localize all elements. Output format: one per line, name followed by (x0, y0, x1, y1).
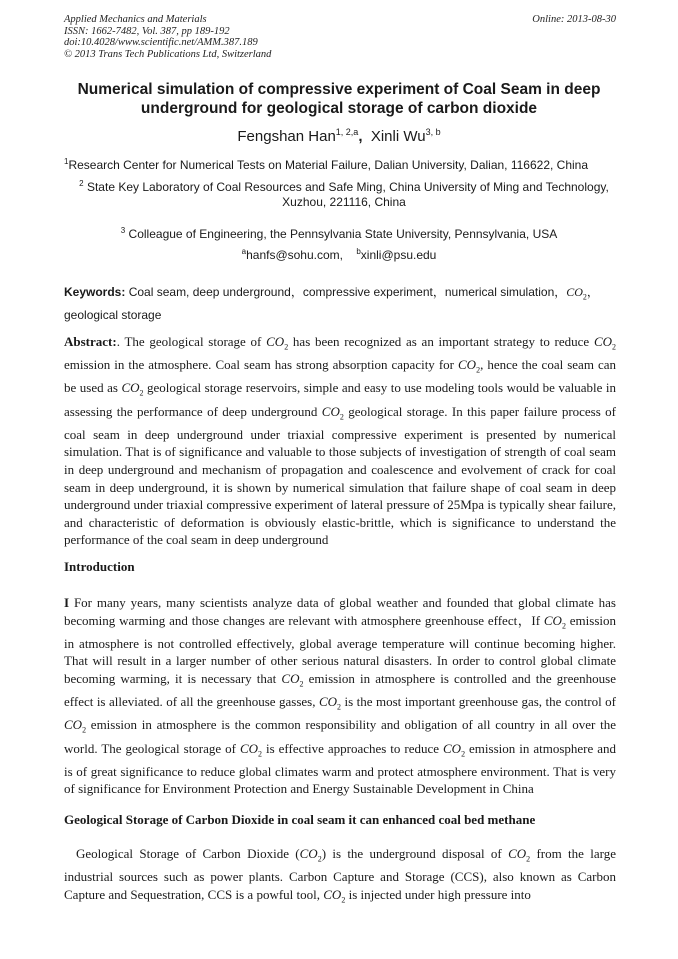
aff-text: Colleague of Engineering, the Pennsylvania State University, Pennsylvania, USA (128, 227, 558, 241)
aff-text: Xuzhou, 221116, China (282, 195, 406, 209)
author-superscript: 1, 2,a (335, 127, 359, 137)
journal-name: Applied Mechanics and Materials (64, 14, 207, 25)
keywords-text: geological storage (64, 308, 162, 323)
aff-superscript: 1 (64, 157, 69, 166)
co2-formula: $CO_2$ (543, 612, 566, 631)
section-heading-geological-storage: Geological Storage of Carbon Dioxide in coal seam it can enhanced coal bed methane (64, 812, 536, 827)
introduction-paragraph: I For many years, many scientists analyze data of global weather and founded that global climate has becoming warming and those changes are relevant with atmosphere greenhouse effect，If $CO_2$ emission in atmosphere is not controlled effectively, global average temperature will continue becoming higher. That will result in a larger number of other serious natural disasters. In order to control global climate becoming warming, it is necessary that $CO_2$ emission in atmosphere is controlled and the greenhouse effect is alleviated. of all the greenhouse gasses, $CO_2$ is the most important greenhouse gas, the control of $CO_2$ emission in atmosphere is the common responsibility and obligation of all country in all over the world. The geological storage of $CO_2$ is effective approaches to reduce $CO_2$ emission in atmosphere and is of great significance to reduce global climates warm and protect atmosphere environment. That is very of significance for Environment Protection and Energy Sustainable Development in China (64, 595, 617, 797)
issn: ISSN: 1662-7482, Vol. 387, pp 189-192 (64, 25, 230, 37)
co2-formula: $CO_2$ (566, 285, 587, 302)
co2-formula: $CO_2$ (64, 717, 87, 735)
keywords-label: Keywords: (64, 285, 126, 299)
co2-formula: $CO_2$ (281, 670, 304, 689)
affiliation-2 (64, 176, 624, 210)
co2-formula: $CO_2$ (323, 886, 346, 905)
keywords: Keywords: Coal seam, deep underground，compressive experiment，numerical simulation，$CO_2$， geological storage (64, 285, 599, 323)
copyright: © 2013 Trans Tech Publications Ltd, Switzerland (64, 48, 272, 60)
co2-formula: $CO_2$ (321, 403, 344, 422)
email-link[interactable]: hanfs@sohu.com, (246, 248, 343, 262)
author-line: Fengshan Han$^{1, 2,a}$, Xinli Wu$^{3, b}$ (237, 127, 441, 145)
co2-formula: $CO_2$ (239, 740, 263, 759)
co2-formula: $CO_2$ (458, 357, 481, 375)
section2-paragraph: Geological Storage of Carbon Dioxide $(CO_2)$ is the underground disposal of $CO_2$ from the large industrial sources such as power plants. Carbon Capture and Storage (CCS), also known as Carbon Capture and Sequestration, CCS is a powful tool, $CO_2$ is injected under high pressure into (64, 846, 616, 905)
email-superscript: a (241, 247, 247, 256)
author-superscript: 3, b (425, 127, 441, 137)
co2-formula: $CO_2$ (508, 846, 531, 864)
co2-formula: $CO_2$ (299, 846, 322, 864)
keywords-text: Coal seam, deep underground，compressive experiment，numerical simulation， (128, 285, 567, 299)
co2-formula: $CO_2$ (593, 334, 616, 352)
author-name: Xinli Wu (370, 128, 426, 145)
co2-formula: $CO_2$ (443, 740, 466, 759)
aff-superscript: 2 (79, 179, 84, 188)
doi: doi:10.4028/www.scientific.net/AMM.387.189 (64, 37, 258, 48)
abstract: Abstract:. The geological storage of $CO_2$ has been recognized as an important strategy to reduce $CO_2$ emission in the atmosphere. Coal seam has strong absorption capacity for $CO_2$, hence the coal seam can be used as $CO_2$ geological storage reservoirs, simple and easy to use modeling tools would be valuable in assessing the performance of deep underground $CO_2$ geological storage. In this paper failure process of coal seam in deep underground under triaxial compressive experiment is presented by numerical simulation. That is of significance and valuable to those subjects of investigation of strength of coal seam in deep underground and mechanism of propagation and coalescence and evolvement of crack for coal seam in deep underground, it is shown by numerical simulation that failure shape of coal seam in deep underground under triaxial compressive experiment of lateral pressure of 25Mpa is typically shear failure, and characteristic of deformation is obviously elastic-brittle, which is significance to understand the performance of the coal seam in deep underground (64, 334, 617, 548)
aff-text: State Key Laboratory of Coal Resources and Safe Ming, China University of Ming and Technology, (86, 180, 609, 194)
online-date: Online: 2013-08-30 (532, 14, 616, 25)
paper-title: Numerical simulation of compressive experiment of Coal Seam in deep underground for geological storage of carbon dioxide (77, 81, 601, 117)
emails (64, 244, 614, 263)
section-heading-introduction: Introduction (64, 559, 135, 574)
email-link[interactable]: xinli@psu.edu (360, 248, 437, 262)
journal-header (64, 14, 616, 60)
co2-formula: $CO_2$ (318, 694, 342, 712)
co2-formula: $CO_2$ (266, 334, 289, 352)
abstract-label: Abstract: (64, 334, 117, 349)
co2-formula: $CO_2$ (121, 380, 144, 398)
affiliation-1 (64, 154, 624, 173)
aff-superscript: 3 (120, 226, 126, 235)
affiliation-3 (64, 223, 614, 242)
aff-text: Research Center for Numerical Tests on Material Failure, Dalian University, Dalian, 116622, China (68, 158, 589, 172)
email-superscript: b (356, 247, 361, 256)
author-name: Fengshan Han (237, 128, 336, 145)
